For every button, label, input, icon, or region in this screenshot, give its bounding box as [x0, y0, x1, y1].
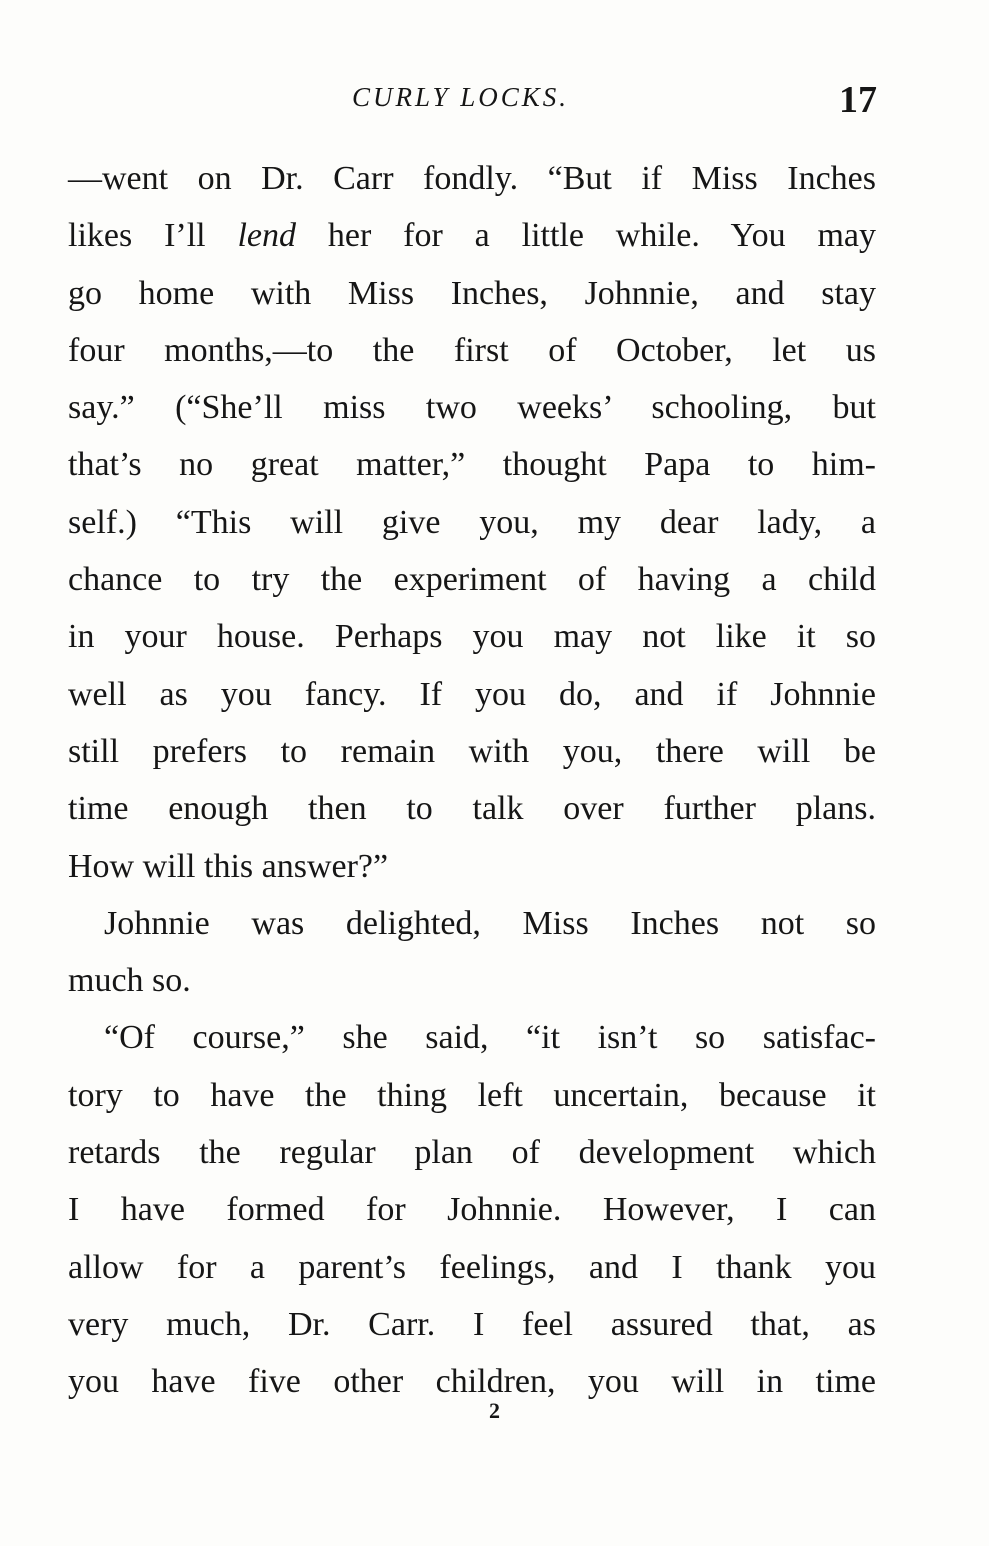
text-line: self.) “This will give you, my dear lady, a	[68, 503, 876, 541]
text-line: Johnnie was delighted, Miss Inches not so	[104, 904, 876, 942]
text-line: chance to try the experiment of having a child	[68, 561, 876, 599]
signature-mark: 2	[489, 1398, 500, 1423]
text-line: very much, Dr. Carr. I feel assured that, as	[68, 1305, 876, 1343]
body-text	[68, 150, 876, 1411]
text-line: still prefers to remain with you, there will be	[68, 732, 876, 770]
text-line: —went on Dr. Carr fondly. “But if Miss Inches	[68, 160, 876, 197]
text-line: much so.	[68, 962, 191, 1000]
text-line: go home with Miss Inches, Johnnie, and stay	[68, 274, 876, 312]
text-line: tory to have the thing left uncertain, because it	[68, 1076, 876, 1114]
text-line: you have five other children, you will in time	[68, 1363, 876, 1401]
text-line: well as you fancy. If you do, and if Johnnie	[68, 675, 876, 713]
emphasis-word: lend	[237, 217, 297, 255]
text-line: say.” (“She’ll miss two weeks’ schooling, but	[68, 389, 876, 427]
text-line: in your house. Perhaps you may not like it so	[68, 618, 876, 656]
text-line: “Of course,” she said, “it isn’t so satisfac-	[104, 1019, 876, 1057]
text-line: I have formed for Johnnie. However, I can	[68, 1191, 876, 1229]
text-line: retards the regular plan of development which	[68, 1134, 876, 1172]
text-line: that’s no great matter,” thought Papa to him-	[68, 446, 876, 484]
text-line: allow for a parent’s feelings, and I thank you	[68, 1248, 876, 1286]
text-line: How will this answer?”	[68, 847, 389, 885]
text-line: time enough then to talk over further plans.	[68, 790, 876, 828]
page-number: 17	[839, 79, 877, 121]
text-line: four months,—to the first of October, let us	[68, 331, 876, 369]
running-title: CURLY LOCKS.	[352, 82, 570, 112]
running-head	[0, 78, 989, 126]
text-line: likes I’ll lend her for a little while. You may	[68, 217, 876, 255]
